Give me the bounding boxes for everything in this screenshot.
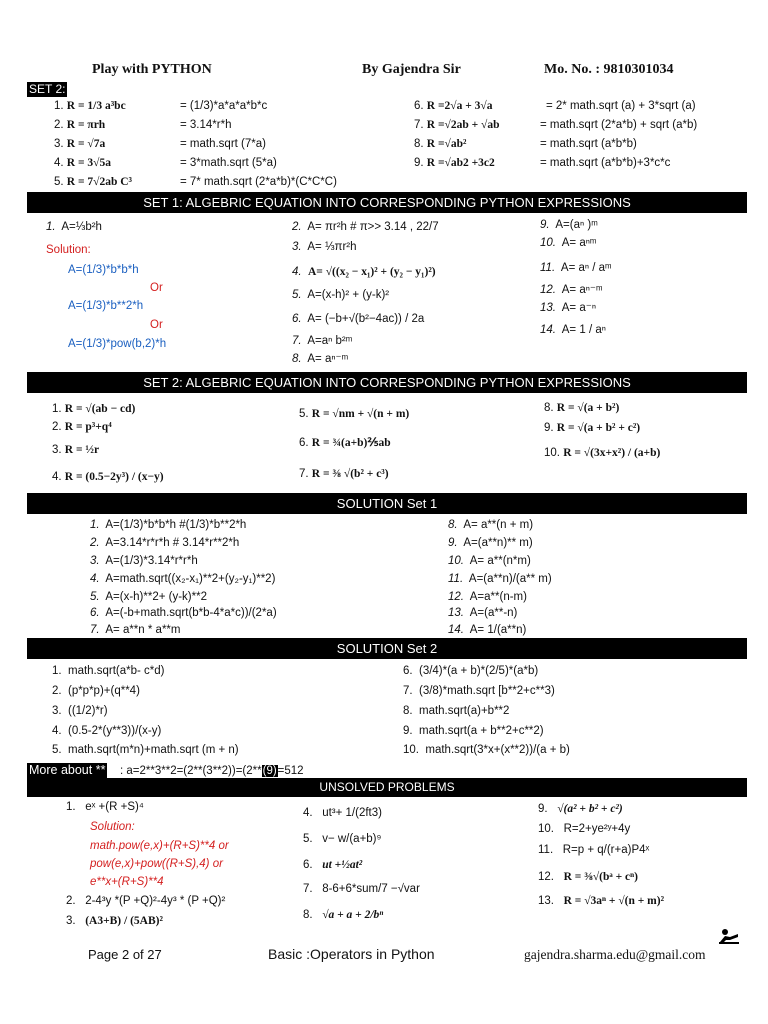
item-text: (3/4)*(a + b)*(2/5)*(a*b) <box>418 665 539 677</box>
item-number: 5. <box>90 591 100 603</box>
list-item <box>54 118 105 133</box>
solution-line: e**x+(R+S)**4 <box>90 876 164 888</box>
list-item <box>90 572 275 587</box>
item-text: A=(a**n)** m) <box>463 537 533 549</box>
list-item <box>540 218 598 233</box>
item-text: math.sqrt(3*x+(x**2))/(a + b) <box>425 744 570 756</box>
more-about-expr: : a=2**3**2=(2**(3**2))=(2** <box>120 765 262 777</box>
item-text: √a + a + 2/bⁿ <box>322 909 384 921</box>
item-text: math.sqrt(a)+b**2 <box>418 705 510 717</box>
solution-line: A=(1/3)*b**2*h <box>68 300 144 312</box>
item-number: 9. <box>414 157 424 169</box>
item-number: 13. <box>448 607 464 619</box>
list-item <box>90 518 246 533</box>
item-text: 8-6+6*sum/7 −√var <box>322 883 420 895</box>
list-item <box>52 420 112 435</box>
list-item <box>414 118 500 133</box>
item-text: R=p + q/(r+a)P4ˣ <box>562 844 650 856</box>
item-number: 13. <box>538 895 554 907</box>
item-number: 2. <box>66 895 76 907</box>
footer-email: gajendra.sharma.edu@gmail.com <box>524 947 706 962</box>
item-number: 4. <box>54 157 64 169</box>
item-python: = 3.14*r*h <box>180 119 232 131</box>
item-text: A=math.sqrt((x₂-x₁)**2+(y₂-y₁)**2) <box>105 573 276 585</box>
list-item <box>538 843 649 858</box>
item-text: ut³+ 1/(2ft3) <box>322 807 382 819</box>
list-item <box>538 822 630 837</box>
list-item <box>540 236 597 251</box>
item-number: 9. <box>544 422 554 434</box>
list-item <box>90 554 198 569</box>
list-item <box>538 802 623 817</box>
item-python: = 3*math.sqrt (5*a) <box>180 157 277 169</box>
item-number: 3. <box>52 705 62 717</box>
item-text: R = ¾(a+b)⅖ab <box>311 437 391 449</box>
item-text: A= a⁻ⁿ <box>561 302 597 314</box>
item-number: 9. <box>540 219 550 231</box>
list-item <box>448 554 531 569</box>
list-item <box>66 800 144 815</box>
item-number: 7. <box>90 624 100 636</box>
item-number: 2. <box>292 221 302 233</box>
list-item <box>292 220 439 235</box>
item-text: A= aⁿ⁻ᵐ <box>561 284 603 296</box>
item-number: 10. <box>403 744 419 756</box>
item-python: = math.sqrt (a*b*b)+3*c*c <box>540 157 671 169</box>
list-item <box>303 908 383 923</box>
list-item <box>414 156 495 171</box>
item-number: 4. <box>292 266 302 278</box>
item-text: R=2+ye²ʸ+4y <box>563 823 631 835</box>
item-text: A=a**(n-m) <box>469 591 527 603</box>
list-item <box>90 606 277 621</box>
item-number: 5. <box>303 833 313 845</box>
item-text: ((1/2)*r) <box>67 705 108 717</box>
solution-line: math.pow(e,x)+(R+S)**4 or <box>90 840 229 852</box>
list-item <box>544 401 619 416</box>
item-number: 11. <box>448 573 464 585</box>
item-number: 13. <box>540 302 556 314</box>
item-number: 12. <box>538 871 554 883</box>
item-text: A=3.14*r*r*h # 3.14*r**2*h <box>105 537 240 549</box>
item-text: A= aⁿᵐ <box>561 237 597 249</box>
list-item <box>414 137 466 152</box>
item-text: (0.5-2*(y**3))/(x-y) <box>67 725 162 737</box>
item-number: 14. <box>448 624 464 636</box>
item-text: A=(-b+math.sqrt(b*b-4*a*c))/(2*a) <box>105 607 277 619</box>
list-item <box>403 684 555 699</box>
list-item <box>292 265 436 280</box>
item-text: A= a**n * a**m <box>105 624 181 636</box>
item-number: 7. <box>292 335 302 347</box>
list-item <box>403 724 544 739</box>
list-item <box>299 467 389 482</box>
item-text: v− w/(a+b)⁹ <box>322 833 382 845</box>
item-text: (p*p*p)+(q**4) <box>67 685 140 697</box>
item-number: 5. <box>54 176 64 188</box>
list-item <box>54 137 105 152</box>
list-item <box>90 623 180 638</box>
item-equation: R =√ab2 +3c2 <box>426 157 495 169</box>
list-item <box>54 175 132 190</box>
solution-line: A=(1/3)*pow(b,2)*h <box>68 338 167 350</box>
list-item <box>414 99 492 114</box>
item-text: A=(x-h)² + (y-k)² <box>307 289 390 301</box>
item-number: 4. <box>303 807 313 819</box>
item-python: = math.sqrt (a*b*b) <box>540 138 637 150</box>
item-text: R = p³+q⁴ <box>64 421 112 433</box>
item-number: 12. <box>540 284 556 296</box>
item-text: math.sqrt(a*b- c*d) <box>67 665 165 677</box>
list-item <box>448 518 533 533</box>
section-bar-solution-set1: SOLUTION Set 1 <box>27 493 747 514</box>
doc-author: By Gajendra Sir <box>362 62 461 77</box>
or-label: Or <box>150 319 163 331</box>
list-item <box>52 724 161 739</box>
item-number: 3. <box>90 555 100 567</box>
list-item <box>403 664 538 679</box>
section-bar-solution-set2: SOLUTION Set 2 <box>27 638 747 659</box>
item-number: 9. <box>448 537 458 549</box>
item-python: = 7* math.sqrt (2*a*b)*(C*C*C) <box>180 176 337 188</box>
item-number: 9. <box>538 803 548 815</box>
item-number: 10. <box>540 237 556 249</box>
item-number: 2. <box>52 685 62 697</box>
list-item <box>538 870 638 885</box>
item-text: A=(a**n)/(a** m) <box>468 573 552 585</box>
item-number: 8. <box>292 353 302 365</box>
more-about-result: =512 <box>277 765 304 777</box>
list-item <box>403 743 570 758</box>
item-text: A=aⁿ b²ᵐ <box>307 335 353 347</box>
item-text: R = ½r <box>64 444 100 456</box>
item-text: A= πr²h # π>> 3.14 , 22/7 <box>307 221 439 233</box>
item-number: 4. <box>90 573 100 585</box>
list-item <box>540 283 603 298</box>
item-text: R = √(a + b²) <box>556 402 620 414</box>
item-python: = math.sqrt (7*a) <box>180 138 266 150</box>
list-item <box>52 402 135 417</box>
item-equation: R =√ab² <box>426 138 467 150</box>
list-item <box>292 312 424 327</box>
list-item <box>303 806 382 821</box>
item-number: 9. <box>403 725 413 737</box>
list-item <box>54 156 111 171</box>
item-text: R = ⅜√(bᵃ + cⁿ) <box>563 871 638 883</box>
list-item <box>540 323 606 338</box>
item-number: 7. <box>414 119 424 131</box>
doc-title: Play with PYTHON <box>92 62 212 77</box>
section-bar-set1: SET 1: ALGEBRIC EQUATION INTO CORRESPONDING PYTHON EXPRESSIONS <box>27 192 747 213</box>
item-text: R = (0.5−2y³) / (x−y) <box>64 471 164 483</box>
list-item <box>538 894 664 909</box>
item-number: 10. <box>448 555 464 567</box>
list-item <box>52 743 239 758</box>
item-number: 3. <box>54 138 64 150</box>
list-item <box>90 590 207 605</box>
item-equation: R = √7a <box>66 138 106 150</box>
list-item <box>544 421 640 436</box>
item-text: A= √((x₂ − x₁)² + (y₂ − y₁)²) <box>307 266 436 278</box>
item-text: R = √nm + √(n + m) <box>311 408 410 420</box>
item-number: 4. <box>52 725 62 737</box>
item-equation: A=⅓b²h <box>61 221 102 233</box>
doc-mobile: Mo. No. : 9810301034 <box>544 62 674 77</box>
list-item <box>292 288 389 303</box>
item-number: 2. <box>90 537 100 549</box>
list-item <box>544 446 660 461</box>
list-item <box>52 664 165 679</box>
item-number: 3. <box>292 241 302 253</box>
item-number: 11. <box>540 262 556 274</box>
list-item <box>448 606 517 621</box>
item-number: 12. <box>448 591 464 603</box>
item-number: 1. <box>52 403 62 415</box>
list-item <box>303 832 381 847</box>
list-item <box>299 436 391 451</box>
item-text: math.sqrt(a + b**2+c**2) <box>418 725 544 737</box>
item-text: (3/8)*math.sqrt [b**2+c**3) <box>418 685 555 697</box>
item-number: 5. <box>52 744 62 756</box>
item-text: R = √(a + b² + c²) <box>556 422 641 434</box>
item-number: 11. <box>538 844 554 856</box>
item-text: √(a² + b² + c²) <box>557 803 623 815</box>
item-number: 3. <box>66 915 76 927</box>
item-number: 8. <box>403 705 413 717</box>
item-text: A= 1 / aⁿ <box>561 324 606 336</box>
item-text: A= 1/(a**n) <box>469 624 527 636</box>
item-number: 8. <box>414 138 424 150</box>
item-equation: R =√2ab + √ab <box>426 119 500 131</box>
list-item <box>292 334 352 349</box>
item-text: A= (−b+√(b²−4ac)) / 2a <box>307 313 425 325</box>
list-item <box>292 240 357 255</box>
item-number: 6. <box>403 665 413 677</box>
item-text: ut +½at² <box>322 859 363 871</box>
list-item <box>448 536 533 551</box>
item-number: 14. <box>540 324 556 336</box>
item-number: 3. <box>52 444 62 456</box>
item-text: A=(1/3)*b*b*h #(1/3)*b**2*h <box>105 519 247 531</box>
solution-label: Solution: <box>90 821 135 833</box>
list-item <box>299 407 409 422</box>
item-number: 1. <box>66 801 76 813</box>
list-item <box>52 470 164 485</box>
item-python: = (1/3)*a*a*a*b*c <box>180 100 268 112</box>
item-number: 2. <box>52 421 62 433</box>
list-item <box>448 623 526 638</box>
item-number: 6. <box>303 859 313 871</box>
item-equation: R = 1/3 a³bc <box>66 100 126 112</box>
solution-line: A=(1/3)*b*b*h <box>68 264 139 276</box>
item-text: R = √(ab − cd) <box>64 403 136 415</box>
list-item <box>448 590 527 605</box>
reader-icon <box>718 928 740 944</box>
item-number: 8. <box>544 402 554 414</box>
item-number: 5. <box>292 289 302 301</box>
solution-line: pow(e,x)+pow((R+S),4) or <box>90 858 223 870</box>
item-number: 10. <box>544 447 560 459</box>
item-number: 5. <box>299 408 309 420</box>
item-number: 1. <box>52 665 62 677</box>
item-text: A=(x-h)**2+ (y-k)**2 <box>105 591 207 603</box>
list-item <box>448 572 552 587</box>
item-number: 8. <box>303 909 313 921</box>
item-number: 8. <box>448 519 458 531</box>
list-item <box>403 704 509 719</box>
list-item <box>52 704 108 719</box>
list-item <box>52 684 140 699</box>
item-number: 6. <box>299 437 309 449</box>
item-python: = 2* math.sqrt (a) + 3*sqrt (a) <box>546 100 696 112</box>
list-item <box>66 894 225 909</box>
item-number: 7. <box>403 685 413 697</box>
set2-label: SET 2: <box>29 82 66 96</box>
section-bar-set2: SET 2: ALGEBRIC EQUATION INTO CORRESPONDING PYTHON EXPRESSIONS <box>27 372 747 393</box>
item-text: A= aⁿ⁻ᵐ <box>307 353 349 365</box>
list-item <box>54 99 126 114</box>
footer-page-number: Page 2 of 27 <box>88 947 162 962</box>
item-number: 1. <box>54 100 64 112</box>
solution-label: Solution: <box>46 244 91 256</box>
item-text: R = √(3x+x²) / (a+b) <box>563 447 661 459</box>
more-about-text <box>120 764 304 779</box>
list-item <box>303 858 362 873</box>
or-label: Or <box>150 282 163 294</box>
item-number: 6. <box>292 313 302 325</box>
item-number: 1. <box>90 519 100 531</box>
item-text: R = ⅜ √(b² + c³) <box>311 468 389 480</box>
list-item <box>52 443 99 458</box>
list-item <box>66 914 163 929</box>
list-item <box>303 882 420 897</box>
item-text: A=(aⁿ )ᵐ <box>555 219 598 231</box>
section-bar-unsolved: UNSOLVED PROBLEMS <box>27 778 747 797</box>
item-text: A=(1/3)*3.14*r*r*h <box>105 555 198 567</box>
more-about-label: More about ** <box>29 763 106 777</box>
item-number: 4. <box>52 471 62 483</box>
item-text: math.sqrt(m*n)+math.sqrt (m + n) <box>67 744 239 756</box>
item-text: A= a**(n*m) <box>469 555 531 567</box>
item-number: 2. <box>54 119 64 131</box>
item-text: (A3+B) / (5AB)² <box>85 915 163 927</box>
item-text: R = √3aⁿ + √(n + m)² <box>563 895 665 907</box>
item-text: A= ⅓πr²h <box>307 241 357 253</box>
item-equation: R = 7√2ab C³ <box>66 176 132 188</box>
item-equation: R = 3√5a <box>66 157 111 169</box>
item-number: 6. <box>414 100 424 112</box>
item-number: 7. <box>303 883 313 895</box>
item-text: A= a**(n + m) <box>463 519 534 531</box>
more-about-highlight: (9) <box>262 765 277 777</box>
list-item <box>540 301 596 316</box>
item-equation: R = πrh <box>66 119 106 131</box>
item-text: A= aⁿ / aᵐ <box>560 262 612 274</box>
item-python: = math.sqrt (2*a*b) + sqrt (a*b) <box>540 119 698 131</box>
item-number: 1. <box>46 221 56 233</box>
item-number: 10. <box>538 823 554 835</box>
item-text: 2-4³y *(P +Q)²-4y³ * (P +Q)² <box>85 895 226 907</box>
list-item <box>292 352 348 367</box>
list-item <box>540 261 612 276</box>
item-equation: R =2√a + 3√a <box>426 100 493 112</box>
set1-q1 <box>46 220 102 235</box>
item-text: A=(a**-n) <box>469 607 518 619</box>
item-number: 7. <box>299 468 309 480</box>
item-number: 6. <box>90 607 100 619</box>
item-text: eˣ +(R +S)⁴ <box>85 801 144 813</box>
list-item <box>90 536 239 551</box>
footer-topic: Basic :Operators in Python <box>268 946 435 962</box>
